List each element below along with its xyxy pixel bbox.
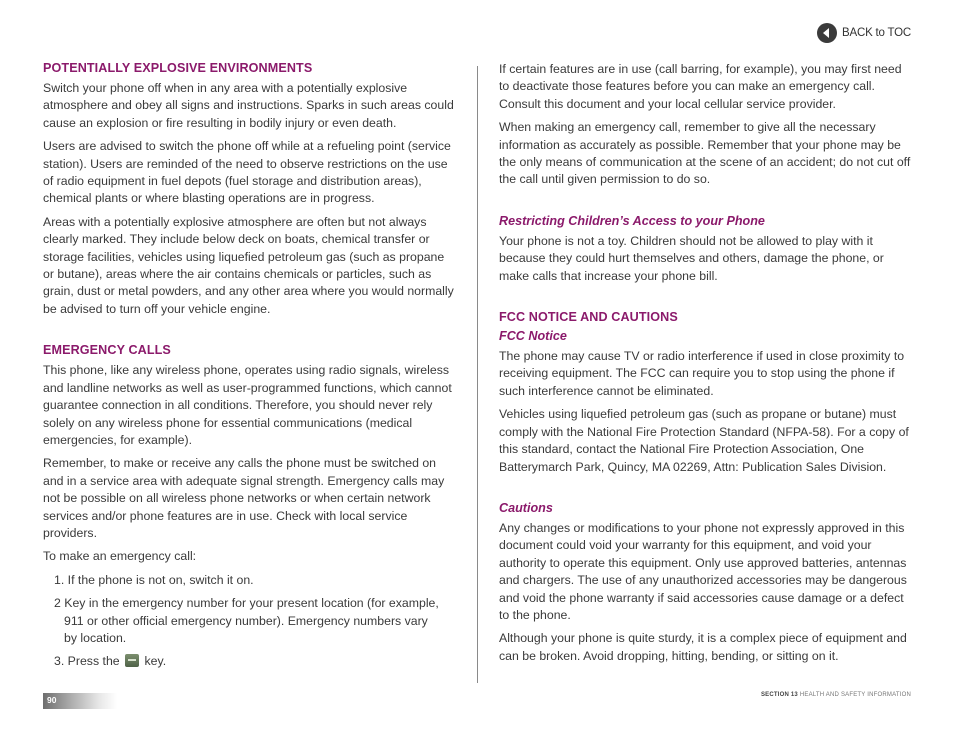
emergency-steps xyxy=(43,572,457,671)
column-divider xyxy=(477,66,478,683)
back-to-toc-label: BACK to TOC xyxy=(842,27,911,39)
explosive-paragraph-3: Areas with a potentially explosive atmosphere are often but not always clearly marked. They include below deck on boats, chemical transfer or storage facilities, vehicles using liquefied petroleum gas (such as propane or butane), areas where the air contains chemicals or particles, such as grain, dust or metal powders, and any other area where you would normally be advised to turn off your vehicle engine. xyxy=(43,214,454,316)
step-3-suffix: key. xyxy=(144,654,167,669)
fcc-notice-subheading: FCC Notice xyxy=(499,329,567,344)
section-footer xyxy=(761,692,911,698)
emergency-paragraph-1: This phone, like any wireless phone, operates using radio signals, wireless and landline networks as well as user-programmed functions, which cannot guarantee connection in all conditions. Therefore, you should never rely solely on any wireless phone for essential communications (medical emergencies, for example). xyxy=(43,363,452,447)
section-title: HEALTH AND SAFETY INFORMATION xyxy=(799,692,911,698)
emergency-paragraph-3: To make an emergency call: xyxy=(43,549,197,564)
back-to-toc-button[interactable] xyxy=(817,22,911,44)
emergency-paragraph-2: Remember, to make or receive any calls the phone must be switched on and in a service area with adequate signal strength. Emergency calls may not be possible on all wireless phone networks or when certain network services and/or phone features are in use. Check with local service providers. xyxy=(43,456,445,540)
cautions-paragraph-1: Any changes or modifications to your phone not expressly approved in this document could void your warranty for this equipment, and void your authority to operate this equipment. Only use approved batteries, antennas and chargers. The use of any unauthorized accessories may be dangerous and void the phone warranty if said accessories cause damage or a defect to the phone. xyxy=(499,520,907,622)
step-2-line-2: 911 or other official emergency number). Emergency numbers vary xyxy=(64,613,428,628)
children-heading: Restricting Children’s Access to your Phone xyxy=(499,213,765,228)
step-2-line-3: by location. xyxy=(64,630,127,645)
left-arrow-icon xyxy=(817,23,837,43)
step-2-line-1: 2 Key in the emergency number for your present location (for example, xyxy=(54,596,439,611)
fcc-paragraph-2: Vehicles using liquefied petroleum gas (such as propane or butane) must comply with the National Fire Protection Standard (NFPA-58). For a copy of this standard, contact the National Fire Protection Association, One Batterymarch Park, Quincy, MA 02269, Attn: Publication Sales Division. xyxy=(499,407,909,474)
fcc-paragraph-1: The phone may cause TV or radio interference if used in close proximity to receiving equipment. The FCC can require you to stop using the phone if such interference cannot be eliminated. xyxy=(499,349,905,398)
emergency-heading: EMERGENCY CALLS xyxy=(43,343,171,358)
cautions-paragraph-2: Although your phone is quite sturdy, it is a complex piece of equipment and can be broken. Avoid dropping, hitting, bending, or sitting on it. xyxy=(499,631,907,663)
left-column xyxy=(43,61,457,677)
fcc-heading: FCC NOTICE AND CAUTIONS xyxy=(499,310,678,325)
children-paragraph: Your phone is not a toy. Children should not be allowed to play with it because they could hurt themselves and others, damage the phone, or make calls that increase your phone bill. xyxy=(499,233,884,283)
section-label: SECTION 13 xyxy=(760,692,798,698)
step-2 xyxy=(54,595,457,647)
right-column xyxy=(499,61,913,671)
step-3-prefix: 3. Press the xyxy=(54,654,120,669)
emergency-continued-paragraph-1: If certain features are in use (call barring, for example), you may first need to deactivate those features before you can make an emergency call. Consult this document and your local cellular service provider. xyxy=(499,62,902,111)
explosive-paragraph-2: Users are advised to switch the phone off while at a refueling point (service station). Users are reminded of the need to observe restrictions on the use of radio equipment in fuel depots (fuel storage and distribution areas), chemical plants or where blasting operations are in progress. xyxy=(43,139,451,206)
page-number-tab xyxy=(43,693,117,709)
explosive-heading: POTENTIALLY EXPLOSIVE ENVIRONMENTS xyxy=(43,61,313,75)
explosive-paragraph-1: Switch your phone off when in any area with a potentially explosive atmosphere and obey all signs and instructions. Sparks in such areas could cause an explosion or fire resulting in bodily injury or even death. xyxy=(43,81,454,130)
emergency-continued-paragraph-2: When making an emergency call, remember to give all the necessary information as accurately as possible. Remember that your phone may be the only means of communication at the scene of an accident; do not cut off the call until given permission to do so. xyxy=(499,120,911,187)
step-1: 1. If the phone is not on, switch it on. xyxy=(54,572,254,587)
cautions-heading: Cautions xyxy=(499,500,553,515)
send-key-icon xyxy=(125,654,139,667)
step-3 xyxy=(54,653,457,670)
page-number: 90 xyxy=(47,695,57,705)
